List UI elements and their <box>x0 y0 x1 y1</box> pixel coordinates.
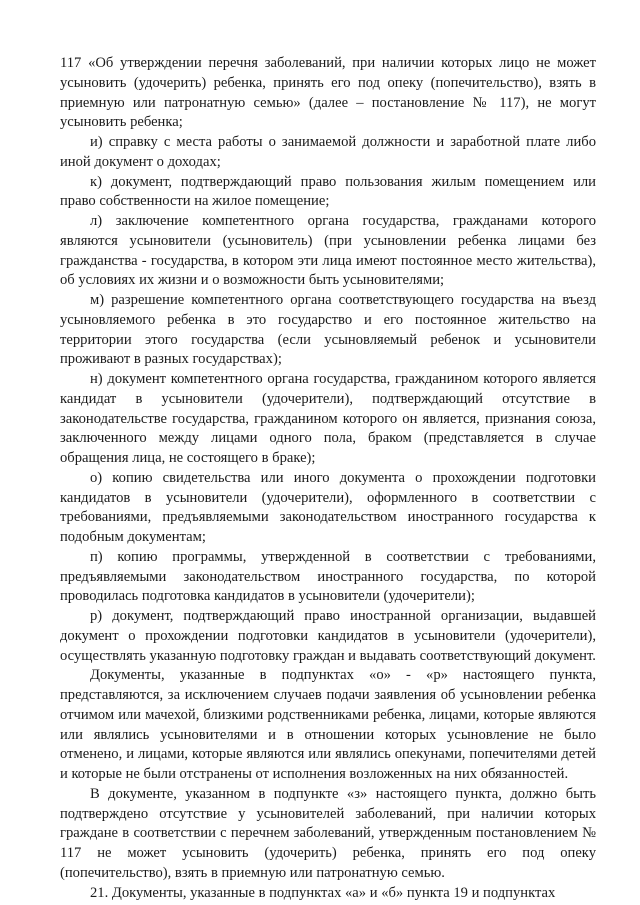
paragraph-continuation: 117 «Об утверждении перечня заболеваний, при наличии которых лицо не может усыновить (удочерить) ребенка, принять его под опеку (попечительство), взять в приемную или патронатную семью» (далее – постановление № 117), не могут усыновить ребенка; <box>60 55 596 131</box>
paragraph-item-m: м) разрешение компетентного органа соответствующего государства на въезд усыновляемого ребенка в это государство и его постоянное жительство на территории этого государства (если усыновляемый ребенок и усыновители проживают в разных государствах); <box>60 292 596 368</box>
paragraph-item-l: л) заключение компетентного органа государства, гражданами которого являются усыновители (усыновитель) (при усыновлении ребенка лицами без гражданства - государства, в котором эти лица имеют постоянное место жительства), об условиях их жизни и о возможности быть усыновителями; <box>60 213 596 289</box>
paragraph-item-o: о) копию свидетельства или иного документа о прохождении подготовки кандидатов в усыновители (удочерители), оформленного в соответствии с требованиями, предъявляемыми законодательством иностранного государства к подобным документам; <box>60 469 596 545</box>
paragraph-item-n: н) документ компетентного органа государства, гражданином которого является кандидат в усыновители (удочерители), подтверждающий отсутствие в законодательстве государства, гражданином которого он является, признания союза, заключенного между лицами одного пола, браком (представляется в случае обращения лица, не состоящего в браке); <box>60 371 596 466</box>
paragraph-item-i: и) справку с места работы о занимаемой должности и заработной плате либо иной документ о доходах; <box>60 134 596 170</box>
paragraph-document-z: В документе, указанном в подпункте «з» настоящего пункта, должно быть подтверждено отсутствие у усыновителей заболеваний, при наличии которых граждане в соответствии с перечнем заболеваний, утвержденным постановлением № 117 не может усыновить (удочерить) ребенка, принять его под опеку (попечительство), взять в приемную или патронатную семью. <box>60 785 596 881</box>
paragraph-item-p: п) копию программы, утвержденной в соответствии с требованиями, предъявляемыми законодательством иностранного государства, по которой проводилась подготовка кандидатов в усыновители (удочерители); <box>60 548 596 605</box>
paragraph-point-21: 21. Документы, указанные в подпунктах «а» и «б» пункта 19 и подпунктах <box>90 884 556 901</box>
document-page <box>60 54 596 903</box>
paragraph-item-r: р) документ, подтверждающий право иностранной организации, выдавшей документ о прохождении подготовки кандидатов в усыновители (удочерители), осуществлять указанную подготовку граждан и выдавать соответствующий документ. <box>60 608 596 664</box>
paragraph-item-k: к) документ, подтверждающий право пользования жилым помещением или право собственности на жилое помещение; <box>60 173 596 210</box>
paragraph-documents-o-r: Документы, указанные в подпунктах «о» - «р» настоящего пункта, представляются, за исключением случаев подачи заявления об усыновлении ребенка отчимом или мачехой, близкими родственниками ребенка, лицами, которые являются или являлись усыновителями и в отношении которых усыновление не было отменено, и лицами, которые являются или являлись опекунами, попечителями детей и которые не были отстранены от исполнения возложенных на них обязанностей. <box>60 667 596 782</box>
